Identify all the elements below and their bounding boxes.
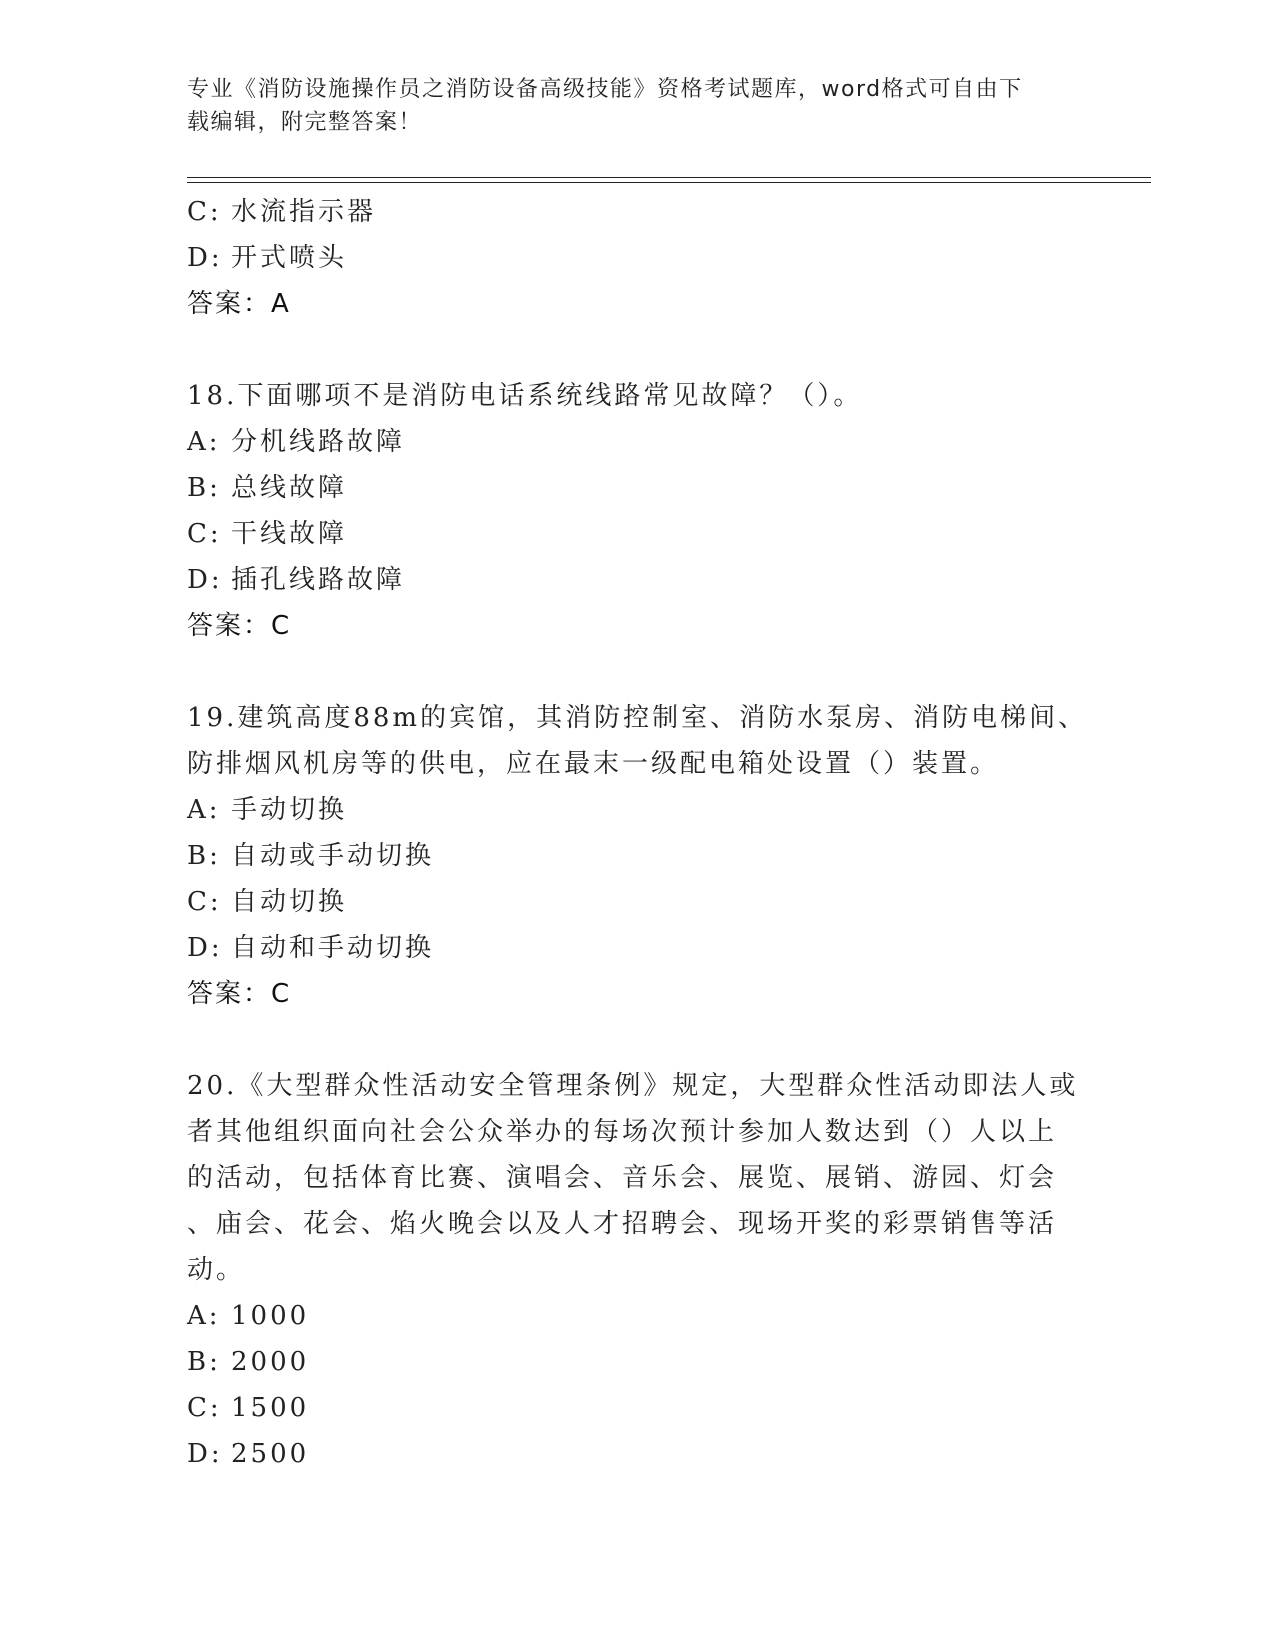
- question-stem-line-5: 动。: [187, 1255, 246, 1285]
- document-header: [187, 73, 1087, 139]
- option-d: [187, 557, 1087, 603]
- option-key: C:: [187, 197, 222, 227]
- option-text: 总线故障: [231, 473, 348, 503]
- option-text: 分机线路故障: [231, 427, 406, 457]
- answer-value: C: [271, 611, 292, 641]
- option-c: [187, 1385, 1087, 1431]
- header-divider-bottom: [187, 182, 1151, 183]
- question-stem-line-3: 的活动，包括体育比赛、演唱会、音乐会、展览、展销、游园、灯会: [187, 1163, 1058, 1193]
- option-key: A:: [187, 1301, 221, 1331]
- option-text: 2000: [231, 1347, 310, 1377]
- question-19: [187, 695, 1087, 1017]
- option-text: 干线故障: [231, 519, 348, 549]
- option-c: [187, 189, 1087, 235]
- question-gap: [187, 649, 1087, 695]
- option-key: D:: [187, 933, 223, 963]
- option-key: C:: [187, 887, 222, 917]
- option-a: [187, 1293, 1087, 1339]
- question-stem-line-1: 20.《大型群众性活动安全管理条例》规定，大型群众性活动即法人或: [187, 1071, 1079, 1101]
- option-text: 2500: [231, 1439, 310, 1469]
- question-17-tail: [187, 189, 1087, 327]
- header-line-1: 专业《消防设施操作员之消防设备高级技能》资格考试题库，word格式可自由下: [187, 77, 1023, 102]
- option-key: B:: [187, 841, 221, 871]
- option-b: [187, 1339, 1087, 1385]
- answer-line: [187, 603, 1087, 649]
- question-stem-line-1: 19.建筑高度88m的宾馆，其消防控制室、消防水泵房、消防电梯间、: [187, 703, 1088, 733]
- option-b: [187, 833, 1087, 879]
- option-text: 1000: [231, 1301, 310, 1331]
- option-d: [187, 925, 1087, 971]
- answer-value: A: [271, 289, 291, 319]
- option-text: 手动切换: [231, 795, 348, 825]
- option-c: [187, 879, 1087, 925]
- question-gap: [187, 327, 1087, 373]
- question-stem-line-4: 、庙会、花会、焰火晚会以及人才招聘会、现场开奖的彩票销售等活: [187, 1209, 1058, 1239]
- option-key: A:: [187, 795, 221, 825]
- option-text: 自动切换: [231, 887, 348, 917]
- option-a: [187, 419, 1087, 465]
- option-key: D:: [187, 243, 223, 273]
- header-divider-top: [187, 177, 1151, 178]
- question-18: [187, 373, 1087, 649]
- option-text: 水流指示器: [231, 197, 377, 227]
- option-key: C:: [187, 519, 222, 549]
- option-text: 自动和手动切换: [231, 933, 435, 963]
- option-key: B:: [187, 1347, 221, 1377]
- answer-line: [187, 971, 1087, 1017]
- answer-value: C: [271, 979, 292, 1009]
- question-stem: 18.下面哪项不是消防电话系统线路常见故障？（）。: [187, 381, 863, 411]
- question-stem-line-2: 者其他组织面向社会公众举办的每场次预计参加人数达到（）人以上: [187, 1117, 1058, 1147]
- answer-label: 答案：: [187, 611, 272, 641]
- option-b: [187, 465, 1087, 511]
- question-stem-line-2: 防排烟风机房等的供电，应在最末一级配电箱处设置（）装置。: [187, 749, 1000, 779]
- answer-line: [187, 281, 1087, 327]
- option-c: [187, 511, 1087, 557]
- question-20: [187, 1063, 1087, 1477]
- question-gap: [187, 1017, 1087, 1063]
- option-d: [187, 1431, 1087, 1477]
- option-key: C:: [187, 1393, 222, 1423]
- option-key: D:: [187, 1439, 223, 1469]
- option-text: 自动或手动切换: [231, 841, 435, 871]
- option-key: B:: [187, 473, 221, 503]
- answer-label: 答案：: [187, 289, 272, 319]
- question-content: [187, 189, 1087, 1477]
- option-text: 1500: [231, 1393, 310, 1423]
- option-text: 插孔线路故障: [231, 565, 406, 595]
- option-key: D:: [187, 565, 223, 595]
- option-text: 开式喷头: [231, 243, 348, 273]
- option-key: A:: [187, 427, 221, 457]
- option-d: [187, 235, 1087, 281]
- header-line-2: 载编辑，附完整答案！: [187, 110, 423, 135]
- option-a: [187, 787, 1087, 833]
- answer-label: 答案：: [187, 979, 272, 1009]
